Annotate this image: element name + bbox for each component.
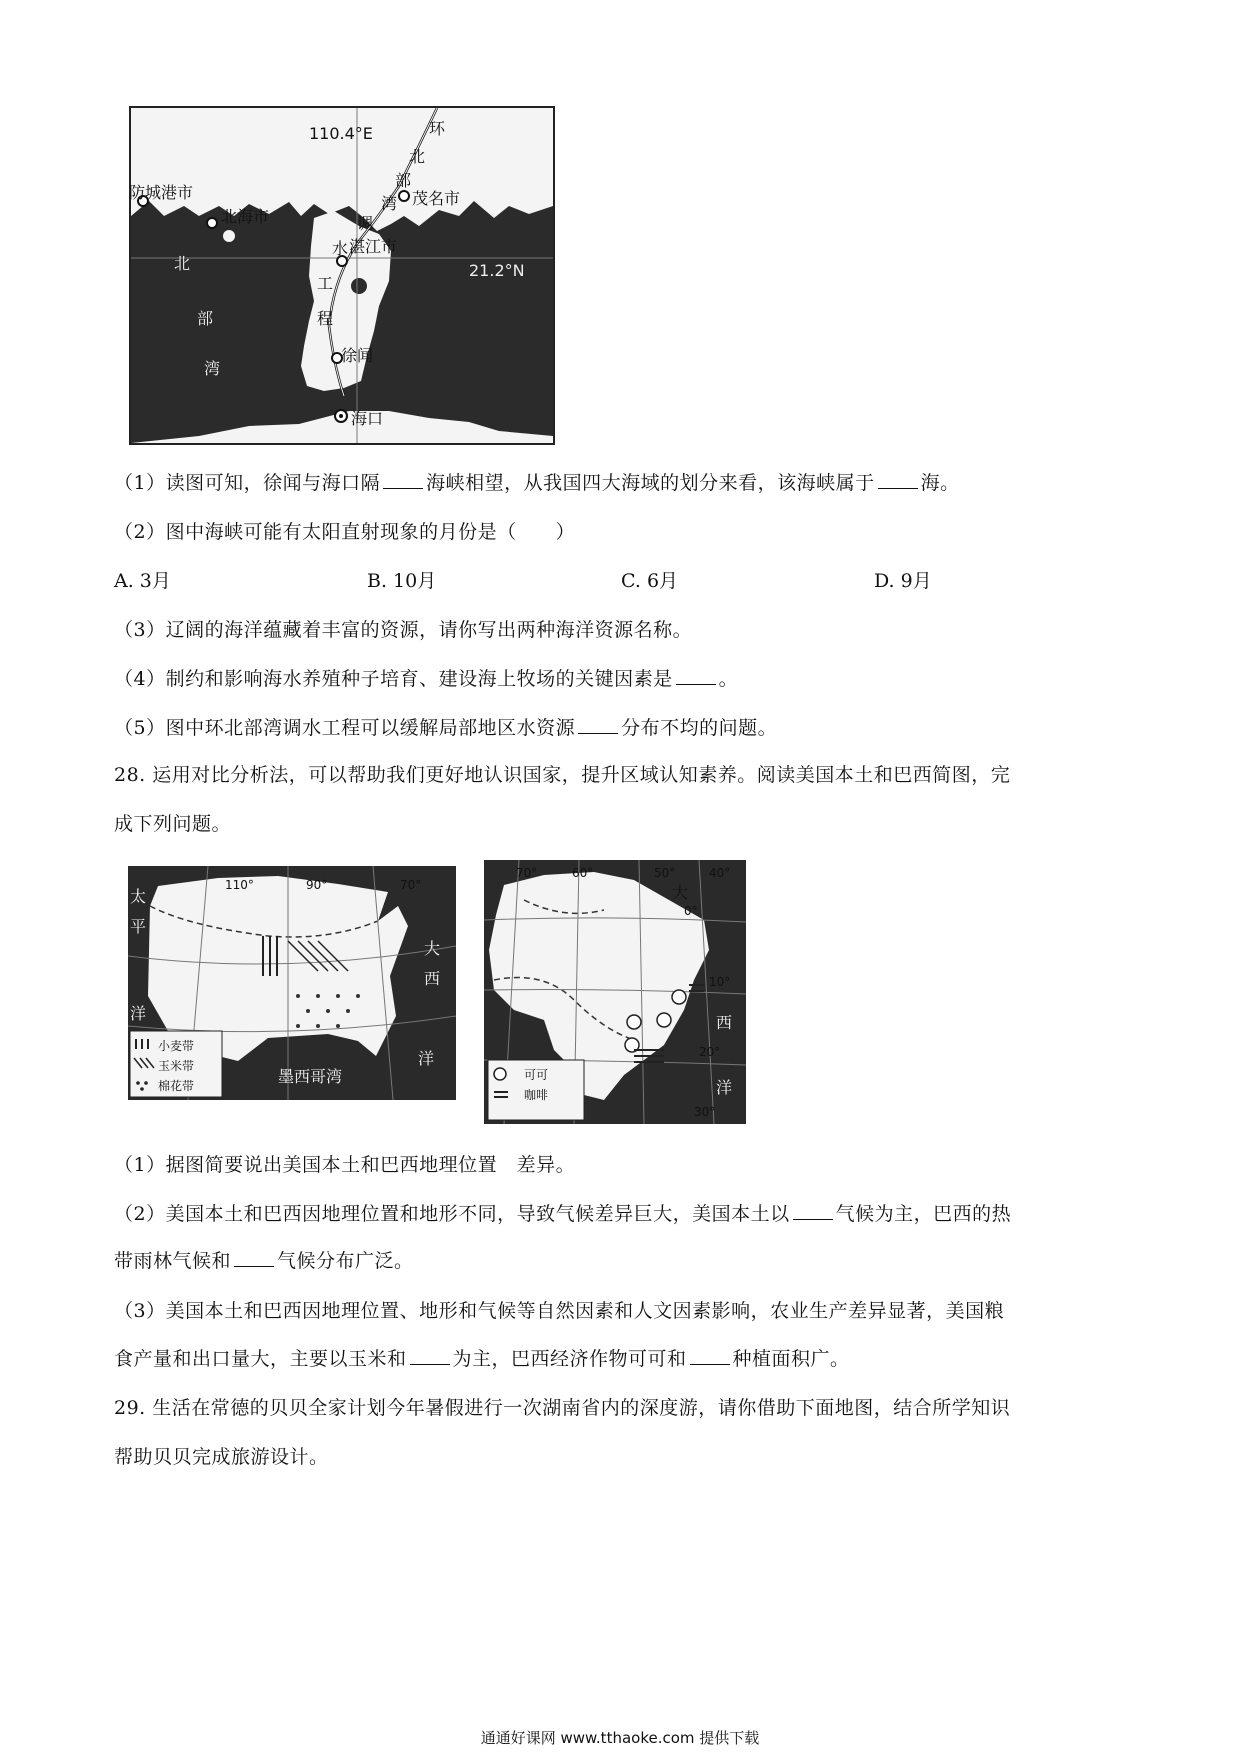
q27-5: （5）图中环北部湾调水工程可以缓解局部地区水资源 分布不均的问题。 (114, 717, 778, 739)
project-char-8: 程 (317, 309, 334, 328)
answer-blank[interactable] (793, 1203, 833, 1220)
project-char-7: 工 (317, 274, 334, 293)
q28-3-line2: 食产量和出口量大，主要以玉米和 为主，巴西经济作物可可和 种植面积广。 (114, 1348, 850, 1370)
city-fangchenggang: 防城港市 (129, 183, 194, 202)
brazil-lat-20: 20° (699, 1045, 721, 1059)
legend-cotton: 棉花带 (158, 1079, 195, 1093)
brazil-atlantic-1: 大 (672, 883, 689, 902)
brazil-atlantic-2: 西 (716, 1013, 733, 1032)
answer-blank[interactable] (676, 668, 716, 685)
usa-lon-90: 90° (306, 878, 328, 892)
project-char-6: 水 (332, 239, 349, 258)
q27-4: （4）制约和影响海水养殖种子培育、建设海上牧场的关键因素是 。 (114, 668, 739, 690)
legend-wheat: 小麦带 (158, 1039, 195, 1053)
city-zhanjiang: 湛江市 (349, 237, 398, 256)
brazil-lat-30: 30° (694, 1105, 716, 1119)
city-xuwen: 徐闻 (341, 346, 374, 365)
answer-blank[interactable] (578, 717, 618, 734)
city-haikou: 海口 (351, 409, 384, 428)
option-a[interactable]: A. 3月 (114, 570, 171, 592)
usa-lon-70: 70° (400, 878, 422, 892)
brazil-lon-70: 70° (516, 866, 538, 880)
brazil-map-graphic (484, 860, 746, 1124)
page-footer: 通通好课网 www.tthaoke.com 提供下载 (480, 1729, 760, 1747)
project-char-4: 湾 (381, 194, 398, 213)
brazil-atlantic-3: 洋 (716, 1078, 733, 1097)
q28-2-line2: 带雨林气候和 气候分布广泛。 (114, 1250, 414, 1272)
project-char-1: 环 (429, 119, 446, 138)
usa-map (128, 866, 456, 1100)
q28-1: （1）据图简要说出美国本土和巴西地理位置 差异。 (114, 1154, 576, 1176)
q28-intro-1: 28. 运用对比分析法，可以帮助我们更好地认识国家，提升区域认知素养。阅读美国本土和巴西简图，完 (114, 764, 1011, 786)
brazil-lon-40: 40° (709, 866, 731, 880)
q28-intro-2: 成下列问题。 (114, 813, 232, 835)
answer-blank[interactable] (383, 472, 423, 489)
city-beihai: 北海市 (221, 207, 270, 226)
answer-blank[interactable] (410, 1348, 450, 1365)
usa-atlantic-3: 洋 (418, 1049, 435, 1068)
option-b[interactable]: B. 10月 (367, 570, 437, 592)
longitude-label: 110.4°E (309, 124, 373, 143)
q28-3-line1: （3）美国本土和巴西因地理位置、地形和气候等自然因素和人文因素影响，农业生产差异显著，美国粮 (114, 1300, 1005, 1322)
legend-corn: 玉米带 (158, 1059, 195, 1073)
city-maoming: 茂名市 (412, 189, 461, 208)
usa-atlantic-1: 大 (424, 939, 441, 958)
project-char-2: 北 (409, 147, 426, 166)
brazil-lon-50: 50° (654, 866, 676, 880)
beibu-gulf-map (129, 106, 555, 445)
legend-cocoa: 可可 (524, 1068, 549, 1082)
option-d[interactable]: D. 9月 (874, 570, 932, 592)
q29-line2: 帮助贝贝完成旅游设计。 (114, 1446, 329, 1468)
brazil-lat-10: 10° (709, 975, 731, 989)
answer-blank[interactable] (878, 472, 918, 489)
gulf-char-2: 部 (197, 309, 214, 328)
option-c[interactable]: C. 6月 (621, 570, 679, 592)
project-char-5: 调 (357, 214, 374, 233)
answer-blank[interactable] (234, 1250, 274, 1267)
project-char-3: 部 (395, 171, 412, 190)
gulf-char-3: 湾 (204, 359, 221, 378)
q28-2-line1: （2）美国本土和巴西因地理位置和地形不同，导致气候差异巨大，美国本土以 气候为主，巴西的热 (114, 1203, 1012, 1225)
latitude-label: 21.2°N (469, 261, 525, 280)
usa-lon-110: 110° (225, 878, 254, 892)
q27-2: （2）图中海峡可能有太阳直射现象的月份是（ ） (114, 521, 576, 543)
brazil-lon-60: 60° (572, 866, 594, 880)
q27-1: （1）读图可知，徐闻与海口隔 海峡相望，从我国四大海域的划分来看，该海峡属于 海。 (114, 472, 960, 494)
legend-coffee: 咖啡 (524, 1088, 549, 1102)
gulf-char-1: 北 (174, 254, 191, 273)
usa-pacific-3: 洋 (130, 1004, 147, 1023)
brazil-map (484, 860, 746, 1124)
usa-atlantic-2: 西 (424, 969, 441, 988)
usa-pacific-1: 太 (130, 887, 147, 906)
brazil-lat-0: 0° (684, 904, 698, 918)
q29-line1: 29. 生活在常德的贝贝全家计划今年暑假进行一次湖南省内的深度游，请你借助下面地图，结合所学知识 (114, 1397, 1011, 1419)
q27-3: （3）辽阔的海洋蕴藏着丰富的资源，请你写出两种海洋资源名称。 (114, 619, 693, 641)
answer-blank[interactable] (690, 1348, 730, 1365)
usa-pacific-2: 平 (130, 917, 147, 936)
mexico-gulf-label: 墨西哥湾 (278, 1067, 343, 1086)
